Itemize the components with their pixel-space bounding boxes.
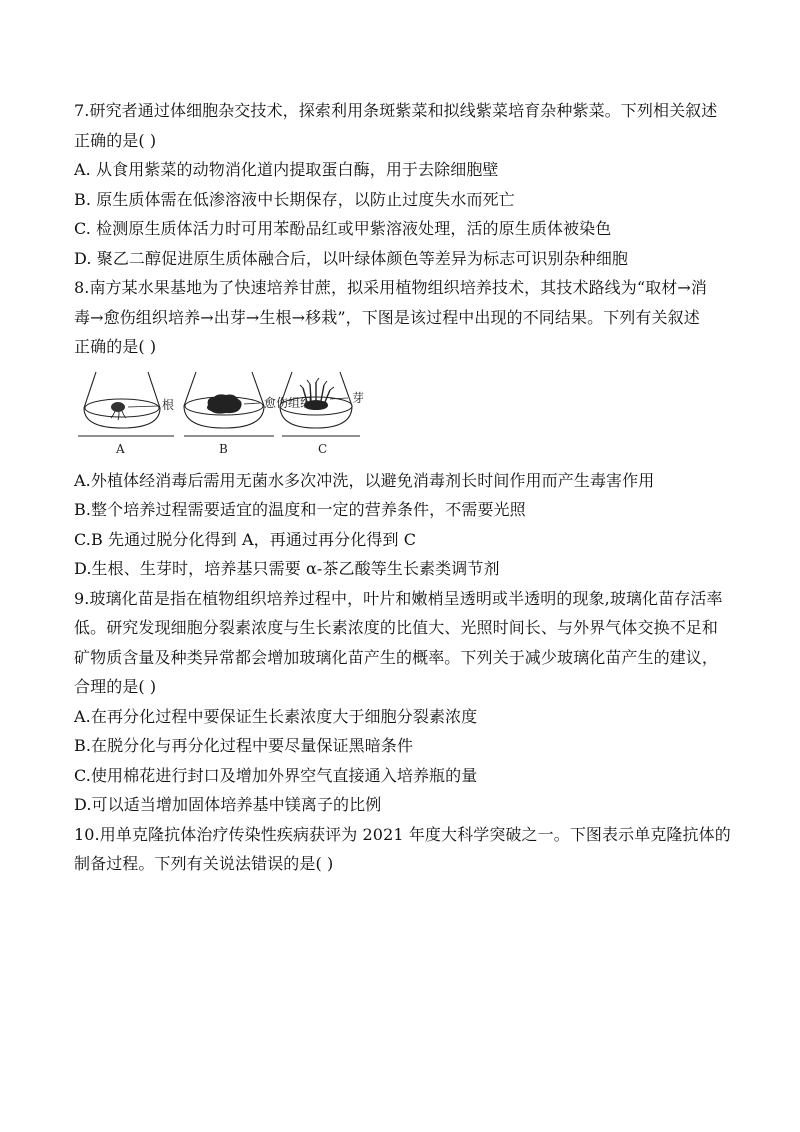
caption-a: A xyxy=(116,441,125,456)
q7-stem-line-1: 7.研究者通过体细胞杂交技术，探索利用条斑紫菜和拟线紫菜培育杂种紫菜。下列相关叙述 xyxy=(74,101,718,120)
q9-option-c: C.使用棉花进行封口及增加外界空气直接通入培养瓶的量 xyxy=(74,765,478,785)
q10-stem-line-2: 制备过程。下列有关说法错误的是( ) xyxy=(74,854,334,873)
q9-stem-line-1: 9.玻璃化苗是指在植物组织培养过程中，叶片和嫩梢呈透明或半透明的现象,玻璃化苗存活率 xyxy=(74,588,723,608)
q7-option-c: C. 检测原生质体活力时可用苯酚品红或甲紫溶液处理，活的原生质体被染色 xyxy=(74,219,612,238)
label-root: 根 xyxy=(162,397,175,412)
q7-option-a: A. 从食用紫菜的动物消化道内提取蛋白酶，用于去除细胞壁 xyxy=(74,160,499,179)
q8-option-c: C.B 先通过脱分化得到 A，再通过再分化得到 C xyxy=(74,529,417,549)
q9-option-b: B.在脱分化与再分化过程中要尽量保证黑暗条件 xyxy=(74,736,414,755)
q8-option-d: D.生根、生芽时，培养基只需要 α-茶乙酸等生长素类调节剂 xyxy=(74,559,500,578)
exam-page xyxy=(74,96,734,879)
caption-c: C xyxy=(318,441,328,456)
tissue-culture-figure xyxy=(78,368,378,462)
q7-option-b: B. 原生质体需在低渗溶液中长期保存，以防止过度失水而死亡 xyxy=(74,189,515,209)
q9-stem-line-3: 矿物质含量及种类异常都会增加玻璃化苗产生的概率。下列关于减少玻璃化苗产生的建议， xyxy=(74,647,719,667)
label-bud: 芽 xyxy=(352,390,365,405)
q8-stem-line-2: 毒→愈伤组织培养→出芽→生根→移栽”，下图是该过程中出现的不同结果。下列有关叙述 xyxy=(74,307,700,327)
q10-stem-line-1: 10.用单克隆抗体治疗传染性疾病获评为 2021 年度大科学突破之一。下图表示单克隆抗体的 xyxy=(74,824,731,844)
q8-option-a: A.外植体经消毒后需用无菌水多次冲洗，以避免消毒剂长时间作用而产生毒害作用 xyxy=(74,470,655,490)
q9-stem-line-4: 合理的是( ) xyxy=(74,677,157,696)
q9-option-d: D.可以适当增加固体培养基中镁离子的比例 xyxy=(74,795,382,814)
label-callus: 愈伤组织 xyxy=(264,395,313,410)
flask-b-illustration xyxy=(184,372,274,436)
q9-option-a: A.在再分化过程中要保证生长素浓度大于细胞分裂素浓度 xyxy=(74,706,478,726)
caption-b: B xyxy=(219,441,228,456)
q8-option-b: B.整个培养过程需要适宜的温度和一定的营养条件，不需要光照 xyxy=(74,500,526,519)
q8-stem-line-3: 正确的是( ) xyxy=(74,337,157,356)
flask-a-illustration xyxy=(78,372,174,436)
q9-stem-line-2: 低。研究发现细胞分裂素浓度与生长素浓度的比值大、光照时间长、与外界气体交换不足和 xyxy=(74,618,719,637)
q7-option-d: D. 聚乙二醇促进原生质体融合后，以叶绿体颜色等差异为标志可识别杂种细胞 xyxy=(74,248,629,268)
q7-stem-line-2: 正确的是( ) xyxy=(74,130,157,150)
q8-stem-line-1: 8.南方某水果基地为了快速培养甘蔗，拟采用植物组织培养技术，其技术路线为“取材→消 xyxy=(74,278,707,297)
